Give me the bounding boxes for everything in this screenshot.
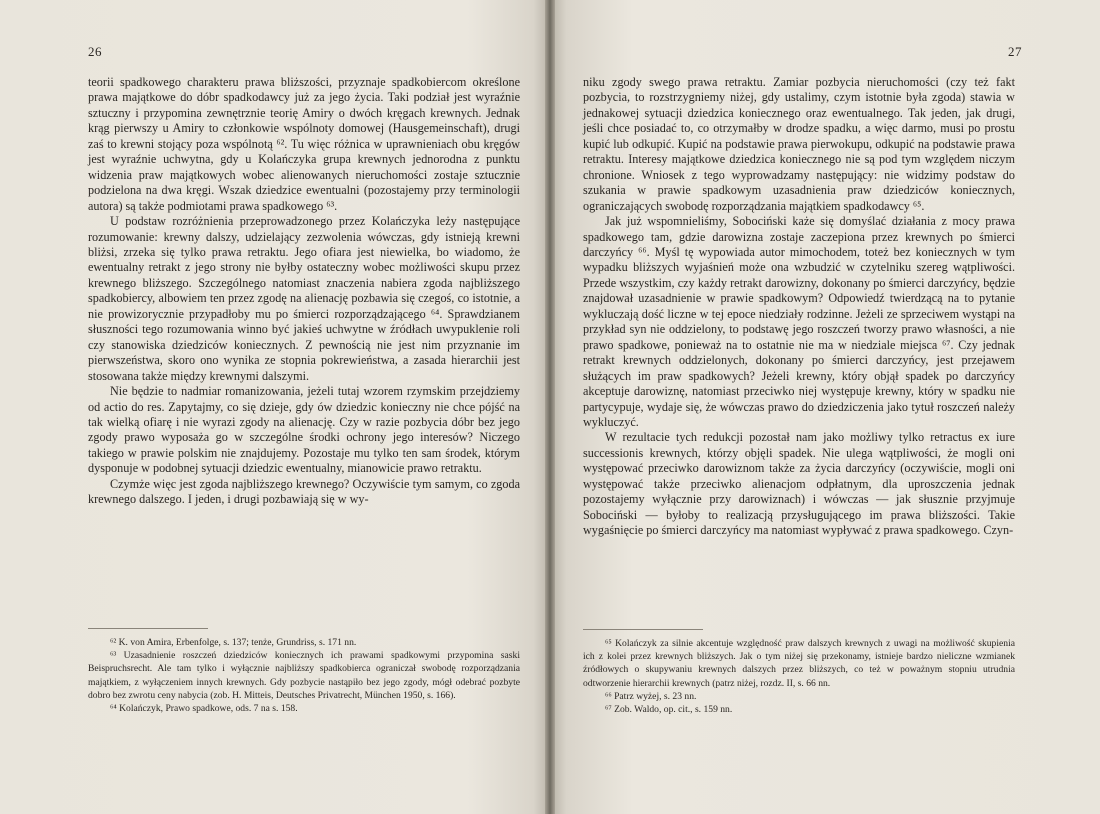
book-gutter [545,0,555,814]
footnote-separator [583,629,703,630]
footnotes [583,637,1015,716]
footnote: ⁶⁶ Patrz wyżej, s. 23 nn. [605,690,697,702]
main-text [88,75,520,508]
paragraph: niku zgody swego prawa retraktu. Zamiar pozbycia nieruchomości (czy też fakt pozbycia, to rozstrzygniemy niżej, gdy ustalimy, czym istotnie była zgoda) stawia w jednakowej sytuacji dziedzica koniecznego oraz ewentualnego. Tak jeden, jak drugi, jeśli chce posiadać to, co otrzymałby w drodze spadku, a więc darmo, musi po prostu kupić lub odkupić. Kupić na podstawie prawa pierwokupu, odkupić na podstawie prawa retraktu. Interesy majątkowe dziedzica koniecznego nie są pod tym względem niczym chronione. Wniosek z tego wyprowadzamy następujący: nie widzimy podstaw do szukania w prawie spadkowym uzasadnienia praw dziedziców koniecznych, ograniczających swobodę rozporządzania majątkiem spadkodawcy ⁶⁵. [583,75,1015,213]
paragraph: Czymże więc jest zgoda najbliższego krewnego? Oczywiście tym samym, co zgoda krewnego dalszego. I jeden, i drugi pozbawiają się w wy- [88,476,520,507]
footnote-separator [88,628,208,629]
right-page [550,0,1100,814]
paragraph: Jak już wspomnieliśmy, Sobociński każe się domyślać działania z mocy prawa spadkowego tam, gdzie darowizna zostaje zaczepiona przez krewnych po śmierci darczyńcy ⁶⁶. Myśl tę wypowiada autor mimochodem, toteż bez koniecznych w tym wypadku bliższych wyjaśnień może ona wzbudzić w czytelniku szereg wątpliwości. Przede wszystkim, czy każdy retrakt darowizny, dokonany po śmierci darczyńcy, będzie znajdował uzasadnienie w prawie spadkowym? Odpowiedź twierdzącą na to pytanie wykluczają dość liczne w tej epoce niedziały rodzinne. Jeżeli ze sprzeciwem wystąpi na przykład syn nie oddzielony, to podstawę jego roszczeń tworzy prawo własności, a nie prawo spadkowe, ponieważ na to ostatnie nie ma w niedziale miejsca ⁶⁷. Czy jednak retrakt krewnych oddzielonych, dokonany po śmierci darczyńcy, jest przejawem służących im praw spadkowych? Jeżeli krewny, który objął spadek po darczyńcy akceptuje darowiznę, natomiast przeciwko niej występuje krewny, który w spadku nie partycypuje, wydaje się, że wówczas prawo do dziedziczenia jako tytuł roszczeń należy wykluczyć. [583,214,1015,429]
footnote: ⁶⁵ Kolańczyk za silnie akcentuje względność praw dalszych krewnych z uwagi na możliwość skupienia ich z kolei przez krewnych bliższych. Jak o tym niżej się przekonamy, istnieje bardzo nieliczne wzmianek źródłowych o skupywaniu krewnych dalszych przez bliższych, co też w poważnym stopniu utrudnia odtworzenie hierarchii krewnych (patrz niżej, rozdz. II, s. 66 nn. [583,638,1015,689]
paragraph: U podstaw rozróżnienia przeprowadzonego przez Kolańczyka leży następujące rozumowanie: krewny dalszy, udzielający zezwolenia wówczas, gdy istnieją krewni bliżsi, zrzeka się tylko prawa retraktu. Jego ofiara jest niewielka, bo wiadomo, że ewentualny retrakt z jego strony nie byłby ostateczny wobec możliwości skupu przez krewnego bliższego. Szczególnego natomiast znaczenia nabiera zgoda najbliższego spadkobiercy, albowiem ten przez zgodę na alienację pozbawia się czegoś, co istotnie, a nie prowizorycznie przypadłoby mu po śmierci rozporządzającego ⁶⁴. Sprawdzianem słuszności tego rozumowania winno być jakieś uchwytne w źródłach uwypuklenie roli czy stanowiska dziedziców koniecznych. Z pewnością nie jest nim przyznanie im pierwszeństwa, skoro ono wynika ze stopnia pokrewieństwa, a zasada hierarchii jest stosowana także między krewnymi dalszymi. [88,214,520,383]
footnote: ⁶⁴ Kolańczyk, Prawo spadkowe, ods. 7 na s. 158. [110,703,298,715]
footnotes [88,636,520,715]
paragraph: teorii spadkowego charakteru prawa bliższości, przyznaje spadkobiercom określone prawa majątkowe do dóbr spadkodawcy już za jego życia. Taki podział jest wyraźnie sztuczny i przypomina zewnętrznie teorię Amiry o dwóch kręgach krewnych. Jednak krąg pierwszy u Amiry to członkowie wspólnoty domowej (Hausgemeinschaft), drugi zaś to krewni stojący poza wspólnotą ⁶². Tu więc różnica w uprawnieniach obu kręgów jest wyraźnie uchwytna, gdy u Kolańczyka grupa krewnych jednorodna z punktu widzenia praw majątkowych wobec alienowanych nieruchomości zostaje sztucznie podzielona na dwa kręgi. Wszak dziedzice ewentualni (pozostajemy przy terminologii autora) są także podmiotami prawa spadkowego ⁶³. [88,75,520,213]
page-number: 27 [1008,44,1022,59]
paragraph: Nie będzie to nadmiar romanizowania, jeżeli tutaj wzorem rzymskim przejdziemy od actio do res. Zapytajmy, co się dzieje, gdy ów dziedzic konieczny nie chce pójść na tak wielką ofiarę i nie wyrazi zgody na alienację. Czy w razie pozbycia dóbr bez jego zgody prawo wyposaża go w szczególne środki ochrony jego interesów? Niczego takiego w prawie polskim nie znajdujemy. Pozostaje mu tylko ten sam środek, którym dysponuje w podobnej sytuacji dziedzic ewentualny, mianowicie prawo retraktu. [88,384,520,476]
footnote: ⁶³ Uzasadnienie roszczeń dziedziców koniecznych ich prawami spadkowymi przypomina saski Beispruchsrecht. Ale tam tylko i wyłącznie najbliższy spadkobierca ograniczał swobodę rozporządzania majątkiem, z wyłączeniem innych krewnych. Gdy pozbycie nastąpiło bez jego zgody, mógł odebrać pozbyte dobro bez zwrotu ceny nabycia (zob. H. Mitteis, Deutsches Privatrecht, München 1950, s. 166). [88,650,520,701]
footnote: ⁶² K. von Amira, Erbenfolge, s. 137; tenże, Grundriss, s. 171 nn. [110,637,357,648]
main-text [583,75,1015,539]
page-number: 26 [88,44,102,59]
paragraph: W rezultacie tych redukcji pozostał nam jako możliwy tylko retractus ex iure successionis krewnych, którzy objęli spadek. Nie ulega wątpliwości, że mogli oni występować przeciwko darowiznom także za życia darczyńcy (oczywiście, mogli oni występować także przeciwko alienacjom odpłatnym, dla uproszczenia jednak pozostajemy wyłącznie przy darowiznach) i wówczas — jak słusznie przyjmuje Sobociński — byłoby to realizacją przysługującego im prawa bliższości. Takie wygaśnięcie po śmierci darczyńcy ma natomiast wypływać z prawa spadkowego. Czyn- [583,430,1015,538]
footnote: ⁶⁷ Zob. Waldo, op. cit., s. 159 nn. [605,704,733,716]
